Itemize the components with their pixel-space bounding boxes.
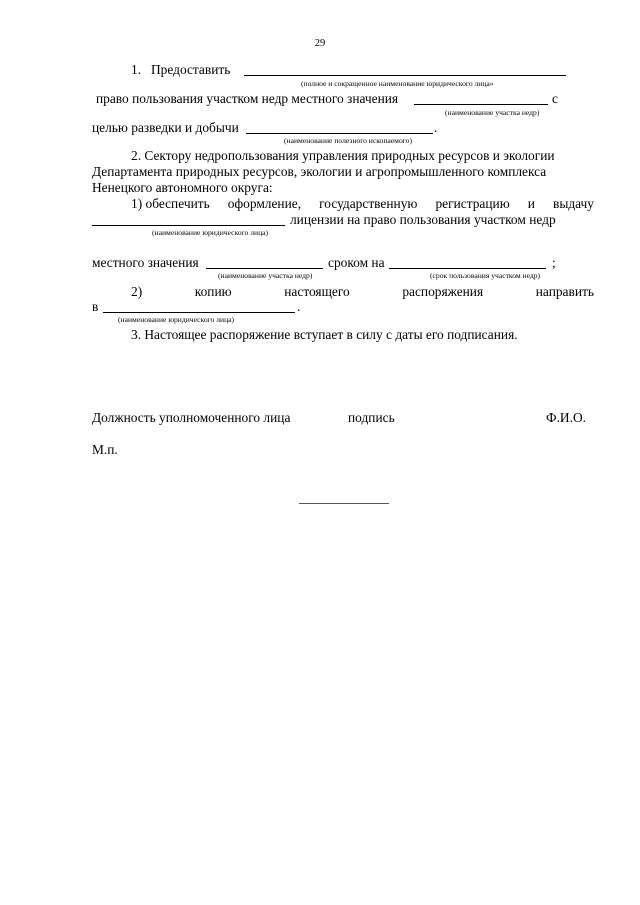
- item1-provide-label: Предоставить: [151, 62, 231, 77]
- with-preposition: с: [552, 91, 558, 106]
- sub1-word: 1) обеспечить: [131, 196, 210, 211]
- item2-semicolon: ;: [552, 255, 556, 270]
- item2-period: .: [297, 299, 301, 314]
- item3-text: 3. Настоящее распоряжение вступает в силу с даты его подписания.: [131, 327, 518, 342]
- legal-entity-caption-2: (наименование юридического лица): [118, 315, 235, 324]
- closing-separator-line: [299, 503, 389, 504]
- site-name-blank-2: [206, 268, 323, 269]
- license-text: лицензии на право пользования участком недр: [290, 212, 556, 227]
- mineral-name-caption: (наименование полезного ископаемого): [284, 136, 413, 145]
- item1-number: 1.: [131, 62, 142, 77]
- sub1-word: регистрацию: [435, 196, 510, 211]
- term-caption: (срок пользования участком недр): [430, 271, 541, 280]
- signatory-position-label: Должность уполномоченного лица: [92, 410, 291, 425]
- sub1-word: государственную: [319, 196, 418, 211]
- term-label: сроком на: [328, 255, 385, 270]
- sub1-word: и: [527, 196, 535, 211]
- sub2-word: настоящего: [284, 284, 350, 299]
- item2-sub1-line: [131, 196, 594, 212]
- sub2-word: копию: [194, 284, 232, 299]
- sub1-word: выдачу: [553, 196, 594, 211]
- item2-line1: 2. Сектору недропользования управления природных ресурсов и экологии: [131, 148, 555, 163]
- item2-sub2-line: [131, 284, 594, 300]
- term-blank: [389, 268, 546, 269]
- sub2-word: направить: [535, 284, 594, 299]
- item2-line2: Департамента природных ресурсов, экологии и агропромышленного комплекса: [92, 164, 547, 179]
- signature-label: подпись: [348, 410, 395, 425]
- local-significance-text: местного значения: [92, 255, 199, 270]
- entity-name-blank: [244, 75, 566, 76]
- entity-name-caption: (полное и сокращенное наименование юридического лица»: [301, 79, 494, 88]
- full-name-label: Ф.И.О.: [546, 410, 586, 425]
- mineral-name-blank: [246, 133, 433, 134]
- item1-period: .: [434, 120, 438, 135]
- purpose-text: целью разведки и добычи: [92, 120, 239, 135]
- to-preposition: в: [92, 299, 99, 314]
- sub2-word: 2): [131, 284, 143, 299]
- site-name-caption: (наименование участка недр): [445, 108, 540, 117]
- sub1-word: оформление,: [227, 196, 302, 211]
- page-number: 29: [314, 38, 326, 49]
- site-name-blank: [414, 104, 548, 105]
- stamp-place-label: М.п.: [92, 442, 118, 457]
- sub2-word: распоряжения: [402, 284, 484, 299]
- legal-entity-caption-1: (наименование юридического лица): [152, 228, 269, 237]
- site-name-caption-2: (наименование участка недр): [218, 271, 313, 280]
- legal-entity-blank-2: [103, 312, 295, 313]
- item2-line3: Ненецкого автономного округа:: [92, 180, 273, 195]
- legal-entity-blank-1: [92, 225, 285, 226]
- right-of-use-text: право пользования участком недр местного значения: [96, 91, 399, 106]
